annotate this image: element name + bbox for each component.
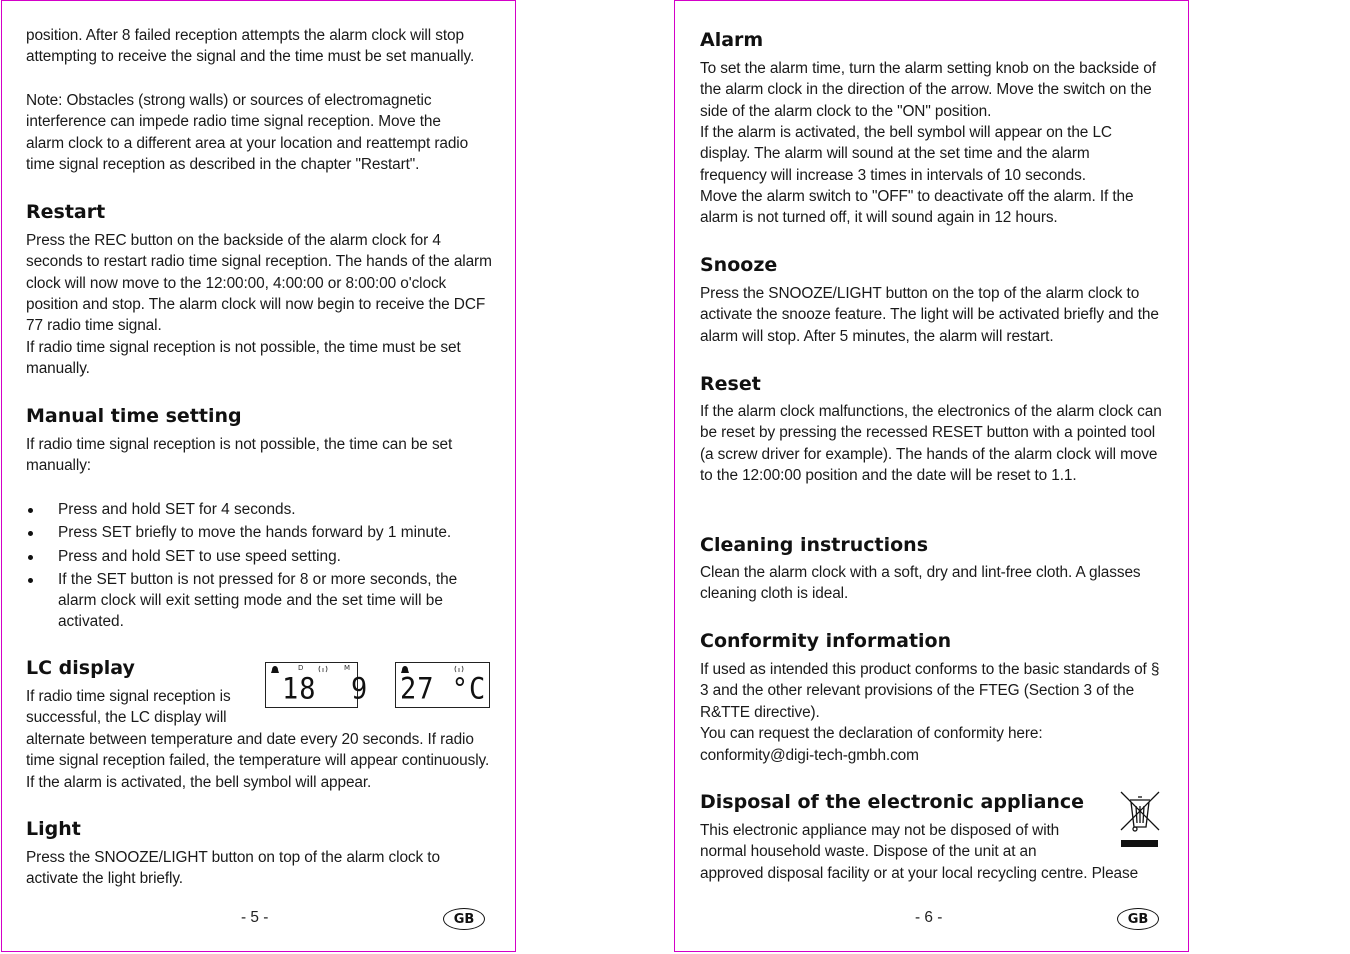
light-heading: Light — [26, 818, 81, 840]
restart-paragraph-2: If radio time signal reception is not possible, the time must be set manually. — [26, 339, 461, 378]
disposal-text-a: This electronic appliance may not be disposed of with normal household waste. Dispose of the unit at an — [700, 822, 1060, 861]
cleaning-paragraph: Clean the alarm clock with a soft, dry and lint-free cloth. A glasses cleaning cloth is ideal. — [700, 564, 1141, 603]
bullet-dot — [28, 555, 33, 560]
reset-paragraph: If the alarm clock malfunctions, the electronics of the alarm clock can be reset by pressing the recessed RESET button with a pointed tool (a screw driver for example). The hands of the alarm clock will move to the 12:00:00 position and the date will be reset to 1.1. — [700, 403, 1162, 484]
bullet-dot — [28, 578, 33, 583]
language-badge-left: GB — [443, 908, 485, 930]
lc-display-heading: LC display — [26, 657, 135, 679]
alarm-heading: Alarm — [700, 29, 764, 51]
manual-time-heading: Manual time setting — [26, 405, 242, 427]
list-item: Press SET briefly to move the hands forward by 1 minute. — [26, 522, 476, 543]
day-indicator: D — [298, 664, 304, 672]
crossed-out-bin-icon — [1118, 789, 1162, 849]
alarm-paragraph-3: Move the alarm switch to "OFF" to deactivate off the alarm. If the alarm is not turned off, it will sound again in 12 hours. — [700, 188, 1134, 227]
note-paragraph — [26, 90, 476, 175]
snooze-heading: Snooze — [700, 254, 778, 276]
snooze-paragraph: Press the SNOOZE/LIGHT button on the top of the alarm clock to activate the snooze feature. The light will be activated briefly and the alarm will stop. After 5 minutes, the alarm will restart. — [700, 285, 1159, 345]
manual-time-steps — [26, 499, 476, 635]
conformity-paragraph-1: If used as intended this product conforms to the basic standards of § 3 and the other relevant provisions of the FTEG (Section 3 of the R&TTE directive). — [700, 661, 1160, 721]
disposal-text-b: approved disposal facility or at your local recycling centre. Please — [700, 865, 1139, 882]
alarm-paragraph-2: If the alarm is activated, the bell symbol will appear on the LC display. The alarm will sound at the set time and the alarm frequency will increase 3 times in intervals of 10 seconds. — [700, 124, 1112, 184]
list-item: Press and hold SET for 4 seconds. — [26, 499, 476, 520]
restart-heading: Restart — [26, 201, 106, 223]
page-number-left: - 5 - — [241, 909, 269, 926]
restart-paragraph-1: Press the REC button on the backside of the alarm clock for 4 seconds to restart radio time signal reception. The hands of the alarm clock will now move to the 12:00:00, 4:00:00 or 8:00:00 o'clock position and stop. The alarm clock will now begin to receive the DCF 77 radio time signal. — [26, 232, 492, 335]
conformity-heading: Conformity information — [700, 630, 952, 652]
month-indicator: M — [344, 664, 351, 672]
light-paragraph: Press the SNOOZE/LIGHT button on top of the alarm clock to activate the light briefly. — [26, 849, 440, 888]
bell-icon — [270, 665, 280, 675]
note-text: Obstacles (strong walls) or sources of electromagnetic interference can impede radio time signal reception. Move the alarm clock to a different area at your location and reattempt radio time signal reception as described in the chapter "Restart". — [26, 92, 469, 173]
list-item: If the SET button is not pressed for 8 or more seconds, the alarm clock will exit setting mode and the set time will be activated. — [26, 569, 476, 633]
note-label: Note: — [26, 92, 63, 109]
cleaning-heading: Cleaning instructions — [700, 534, 929, 556]
conformity-email: conformity@digi-tech-gmbh.com — [700, 747, 919, 764]
manual-time-intro: If radio time signal reception is not possible, the time can be set manually: — [26, 436, 453, 475]
lcd-temperature-digits: 27 °C — [400, 672, 487, 707]
lcd-temperature-illustration — [395, 662, 490, 708]
lcd-date-illustration — [265, 662, 369, 708]
language-badge-right: GB — [1117, 908, 1159, 930]
bullet-dot — [28, 531, 33, 536]
list-item: Press and hold SET to use speed setting. — [26, 546, 476, 567]
lc-display-text-a: If radio time signal reception is successful, the LC display will — [26, 688, 231, 727]
lc-display-text-b: alternate between temperature and date every 20 seconds. If radio time signal reception failed, the temperature will appear continuously. If the alarm is activated, the bell symbol will appear. — [26, 731, 490, 791]
reset-heading: Reset — [700, 373, 761, 395]
conformity-paragraph-2: You can request the declaration of conformity here: — [700, 725, 1043, 742]
page-number-right: - 6 - — [915, 909, 943, 926]
alarm-paragraph-1: To set the alarm time, turn the alarm setting knob on the backside of the alarm clock in the direction of the arrow. Move the switch on the side of the alarm clock to the "ON" position. — [700, 60, 1156, 120]
disposal-heading: Disposal of the electronic appliance — [700, 791, 1085, 813]
lcd-date-digits: 18 9 — [282, 672, 369, 707]
bullet-dot — [28, 508, 33, 513]
intro-paragraph: position. After 8 failed reception attempts the alarm clock will stop attempting to receive the signal and the time must be set manually. — [26, 27, 475, 66]
